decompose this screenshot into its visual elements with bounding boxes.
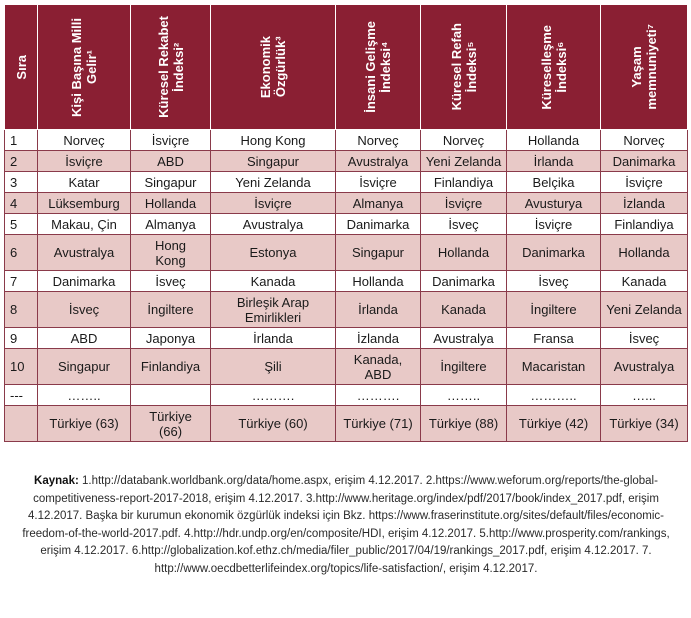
table-cell: 4 bbox=[5, 193, 38, 214]
source-text: 1.http://databank.worldbank.org/data/home.aspx, erişim 4.12.2017. 2.https://www.weforum.org/reports/the-global-competitiveness-report-2017-2018, erişim 4.12.2017. 3.http://www.heritage.org/index/pdf/2017/book/index_2017.pdf, erişim 4.12.2017. Başka bir kurumun ekonomik özgürlük indeksi için Bkz. https://www.fraserinstitute.org/sites/default/files/economic-freedom-of-the-world-2017.pdf. 4.http://hdr.undp.org/en/composite/HDI, erişim 4.12.2017. 5.http://www.prosperity.com/rankings, erişim 4.12.2017. 6.http://globalization.kof.ethz.ch/media/filer_public/2017/04/19/rankings_2017.pdf, erişim 4.12.2017. 7. http://www.oecdbetterlifeindex.org/topics/life-satisfaction/, erişim 4.12.2017. bbox=[22, 475, 670, 575]
table-cell: Hollanda bbox=[336, 271, 421, 292]
table-cell: Hollanda bbox=[507, 130, 601, 151]
table-cell: Japonya bbox=[131, 328, 211, 349]
table-cell: Avustralya bbox=[601, 349, 688, 385]
table-cell: ABD bbox=[38, 328, 131, 349]
table-row bbox=[5, 193, 688, 214]
table-cell: Norveç bbox=[601, 130, 688, 151]
table-cell: Yeni Zelanda bbox=[601, 292, 688, 328]
table-cell: İsviçre bbox=[131, 130, 211, 151]
table-cell: Danimarka bbox=[38, 271, 131, 292]
table-cell: …….. bbox=[421, 385, 507, 406]
table-cell: 7 bbox=[5, 271, 38, 292]
table-cell: Almanya bbox=[131, 214, 211, 235]
table-cell: Macaristan bbox=[507, 349, 601, 385]
table-cell: Avustralya bbox=[336, 151, 421, 172]
table-cell: Singapur bbox=[131, 172, 211, 193]
table-cell: 10 bbox=[5, 349, 38, 385]
table-row bbox=[5, 130, 688, 151]
table-cell: 1 bbox=[5, 130, 38, 151]
table-row bbox=[5, 172, 688, 193]
table-cell: 8 bbox=[5, 292, 38, 328]
table-cell: İsveç bbox=[601, 328, 688, 349]
table-cell: Türkiye (60) bbox=[211, 406, 336, 442]
table-cell: Belçika bbox=[507, 172, 601, 193]
table-cell: İsviçre bbox=[211, 193, 336, 214]
table-cell: Avustralya bbox=[38, 235, 131, 271]
table-cell bbox=[131, 385, 211, 406]
table-cell: Yeni Zelanda bbox=[421, 151, 507, 172]
table-cell: Şili bbox=[211, 349, 336, 385]
table-cell: Makau, Çin bbox=[38, 214, 131, 235]
table-row bbox=[5, 292, 688, 328]
table-cell: 2 bbox=[5, 151, 38, 172]
table-cell: …... bbox=[601, 385, 688, 406]
col-header-globalization: Küreselleşme İndeksi⁶ bbox=[507, 5, 601, 130]
table-cell: Danimarka bbox=[336, 214, 421, 235]
table-cell: Avustralya bbox=[211, 214, 336, 235]
table-cell: Hollanda bbox=[601, 235, 688, 271]
table-cell bbox=[5, 406, 38, 442]
table-cell: İsveç bbox=[507, 271, 601, 292]
table-cell: Lüksemburg bbox=[38, 193, 131, 214]
table-cell: --- bbox=[5, 385, 38, 406]
table-cell: İrlanda bbox=[507, 151, 601, 172]
table-cell: Türkiye (42) bbox=[507, 406, 601, 442]
source-label: Kaynak: bbox=[34, 475, 79, 487]
table-cell: 9 bbox=[5, 328, 38, 349]
table-cell: ………. bbox=[211, 385, 336, 406]
table-cell: Fransa bbox=[507, 328, 601, 349]
table-cell: Hong Kong bbox=[131, 235, 211, 271]
table-row bbox=[5, 385, 688, 406]
table-cell: Türkiye (34) bbox=[601, 406, 688, 442]
table-cell: Kanada bbox=[601, 271, 688, 292]
ranking-table bbox=[4, 4, 688, 442]
table-cell: Norveç bbox=[38, 130, 131, 151]
table-row bbox=[5, 349, 688, 385]
table-cell: Finlandiya bbox=[131, 349, 211, 385]
col-header-rank: Sıra bbox=[5, 5, 38, 130]
table-cell: İrlanda bbox=[211, 328, 336, 349]
table-cell: Singapur bbox=[38, 349, 131, 385]
table-cell: …….. bbox=[38, 385, 131, 406]
table-cell: ABD bbox=[131, 151, 211, 172]
table-cell: İsviçre bbox=[601, 172, 688, 193]
table-row-turkiye bbox=[5, 406, 688, 442]
table-cell: İsveç bbox=[421, 214, 507, 235]
table-cell: İsveç bbox=[38, 292, 131, 328]
table-cell: 5 bbox=[5, 214, 38, 235]
table-cell: Birleşik Arap Emirlikleri bbox=[211, 292, 336, 328]
table-cell: İsviçre bbox=[421, 193, 507, 214]
table-cell: ……….. bbox=[507, 385, 601, 406]
table-cell: 6 bbox=[5, 235, 38, 271]
table-row bbox=[5, 235, 688, 271]
table-cell: Almanya bbox=[336, 193, 421, 214]
table-row bbox=[5, 328, 688, 349]
table-cell: İsviçre bbox=[336, 172, 421, 193]
table-cell: Türkiye (66) bbox=[131, 406, 211, 442]
table-cell: Katar bbox=[38, 172, 131, 193]
table-cell: Singapur bbox=[211, 151, 336, 172]
table-cell: Yeni Zelanda bbox=[211, 172, 336, 193]
table-cell: Türkiye (71) bbox=[336, 406, 421, 442]
col-header-competitiveness: Küresel Rekabet İndeksi² bbox=[131, 5, 211, 130]
table-cell: Danimarka bbox=[507, 235, 601, 271]
table-cell: Hong Kong bbox=[211, 130, 336, 151]
table-cell: İzlanda bbox=[601, 193, 688, 214]
table-cell: İngiltere bbox=[507, 292, 601, 328]
col-header-gdp-per-capita: Kişi Başına Milli Gelir¹ bbox=[38, 5, 131, 130]
table-cell: Kanada bbox=[421, 292, 507, 328]
table-cell: Finlandiya bbox=[421, 172, 507, 193]
table-cell: Estonya bbox=[211, 235, 336, 271]
table-cell: Norveç bbox=[336, 130, 421, 151]
table-row bbox=[5, 214, 688, 235]
table-cell: Danimarka bbox=[421, 271, 507, 292]
table-cell: Singapur bbox=[336, 235, 421, 271]
header-row bbox=[5, 5, 688, 130]
table-cell: İngiltere bbox=[131, 292, 211, 328]
col-header-human-development: İnsani Gelişme İndeksi⁴ bbox=[336, 5, 421, 130]
table-cell: Hollanda bbox=[421, 235, 507, 271]
table-cell: Norveç bbox=[421, 130, 507, 151]
table-cell: İsveç bbox=[131, 271, 211, 292]
table-cell: Finlandiya bbox=[601, 214, 688, 235]
table-cell: İngiltere bbox=[421, 349, 507, 385]
col-header-life-satisfaction: Yaşam memnuniyeti⁷ bbox=[601, 5, 688, 130]
table-row bbox=[5, 271, 688, 292]
table-cell: Kanada bbox=[211, 271, 336, 292]
col-header-economic-freedom: Ekonomik Özgürlük³ bbox=[211, 5, 336, 130]
table-cell: Türkiye (88) bbox=[421, 406, 507, 442]
table-cell: 3 bbox=[5, 172, 38, 193]
table-cell: İzlanda bbox=[336, 328, 421, 349]
col-header-prosperity: Küresel Refah İndeksi⁵ bbox=[421, 5, 507, 130]
table-cell: ………. bbox=[336, 385, 421, 406]
table-cell: Türkiye (63) bbox=[38, 406, 131, 442]
table-cell: Hollanda bbox=[131, 193, 211, 214]
table-row bbox=[5, 151, 688, 172]
table-cell: Avusturya bbox=[507, 193, 601, 214]
source-note bbox=[14, 473, 678, 578]
table-cell: Kanada, ABD bbox=[336, 349, 421, 385]
table-cell: İrlanda bbox=[336, 292, 421, 328]
table-cell: İsviçre bbox=[507, 214, 601, 235]
table-cell: Danimarka bbox=[601, 151, 688, 172]
table-cell: Avustralya bbox=[421, 328, 507, 349]
table-cell: İsviçre bbox=[38, 151, 131, 172]
